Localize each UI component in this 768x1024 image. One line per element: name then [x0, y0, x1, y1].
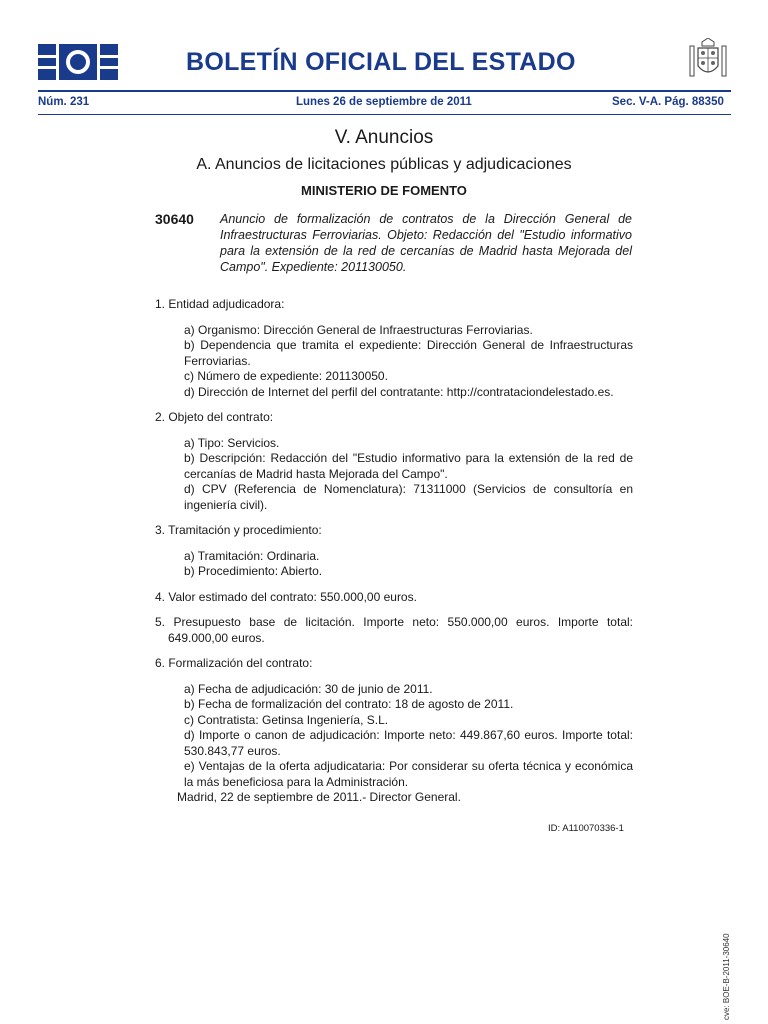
ministry-heading: MINISTERIO DE FOMENTO: [301, 183, 467, 198]
issue-number: Núm. 231: [38, 96, 90, 108]
section-subheading: A. Anuncios de licitaciones públicas y adjudicaciones: [196, 156, 572, 173]
section-6-items: [155, 682, 633, 791]
section-2-title: 2. Objeto del contrato:: [155, 410, 274, 424]
section-1-d: d) Dirección de Internet del perfil del contratante: http://contrataciondelestado.es.: [184, 384, 614, 399]
section-2-a: a) Tipo: Servicios.: [184, 435, 280, 450]
section-6-c: c) Contratista: Getinsa Ingeniería, S.L.: [184, 712, 389, 727]
section-3-title: 3. Tramitación y procedimiento:: [155, 523, 322, 537]
section-1-items: [155, 323, 633, 401]
issue-date: Lunes 26 de septiembre de 2011: [296, 96, 472, 108]
section-page: Sec. V-A. Pág. 88350: [612, 96, 724, 108]
document-id: ID: A110070336-1: [548, 823, 624, 834]
cve-code: cve: BOE-B-2011-30640: [722, 933, 731, 1020]
coat-of-arms-icon: [688, 38, 728, 82]
section-3-b: b) Procedimiento: Abierto.: [184, 564, 323, 578]
section-2-b: b) Descripción: Redacción del "Estudio informativo para la extensión de la red de cercanías de Madrid hasta Mejorada del Campo".: [184, 451, 633, 481]
section-2-d: d) CPV (Referencia de Nomenclatura): 71311000 (Servicios de consultoría en ingeniería civil).: [184, 482, 633, 512]
section-3-a: a) Tramitación: Ordinaria.: [184, 548, 320, 563]
section-6-e: e) Ventajas de la oferta adjudicataria: Por considerar su oferta técnica y económica la más beneficiosa para la Administración.: [184, 759, 633, 789]
signature-line: Madrid, 22 de septiembre de 2011.- Director General.: [177, 790, 461, 804]
header-rule-bottom: [38, 114, 731, 115]
section-2-items: [155, 436, 633, 514]
section-6-title: 6. Formalización del contrato:: [155, 656, 313, 670]
section-6-d: d) Importe o canon de adjudicación: Importe neto: 449.867,60 euros. Importe total: 530.843,77 euros.: [184, 728, 633, 758]
section-5: 5. Presupuesto base de licitación. Importe neto: 550.000,00 euros. Importe total: 649.000,00 euros.: [155, 615, 633, 645]
section-4: 4. Valor estimado del contrato: 550.000,00 euros.: [155, 589, 417, 604]
gazette-title: BOLETÍN OFICIAL DEL ESTADO: [186, 48, 576, 76]
section-1-c: c) Número de expediente: 201130050.: [184, 369, 388, 383]
section-heading: V. Anuncios: [334, 127, 434, 148]
section-6-a: a) Fecha de adjudicación: 30 de junio de 2011.: [184, 681, 433, 696]
section-6-b: b) Fecha de formalización del contrato: 18 de agosto de 2011.: [184, 697, 514, 711]
boe-logo: [38, 44, 118, 80]
section-3-items: [155, 549, 633, 580]
section-1-title: 1. Entidad adjudicadora:: [155, 297, 285, 311]
announcement-summary: Anuncio de formalización de contratos de la Dirección General de Infraestructuras Ferroviarias. Objeto: Redacción del "Estudio informativo para la extensión de la red de cercanías de Madrid hasta Mejorada del Campo". Expediente: 201130050.: [220, 212, 632, 274]
header-rule-top: [38, 90, 731, 92]
announcement-number: 30640: [155, 211, 194, 227]
section-1-a: a) Organismo: Dirección General de Infraestructuras Ferroviarias.: [184, 322, 533, 337]
announcement-body: [155, 297, 633, 806]
section-1-b: b) Dependencia que tramita el expediente: Dirección General de Infraestructuras Ferroviarias.: [184, 338, 633, 368]
